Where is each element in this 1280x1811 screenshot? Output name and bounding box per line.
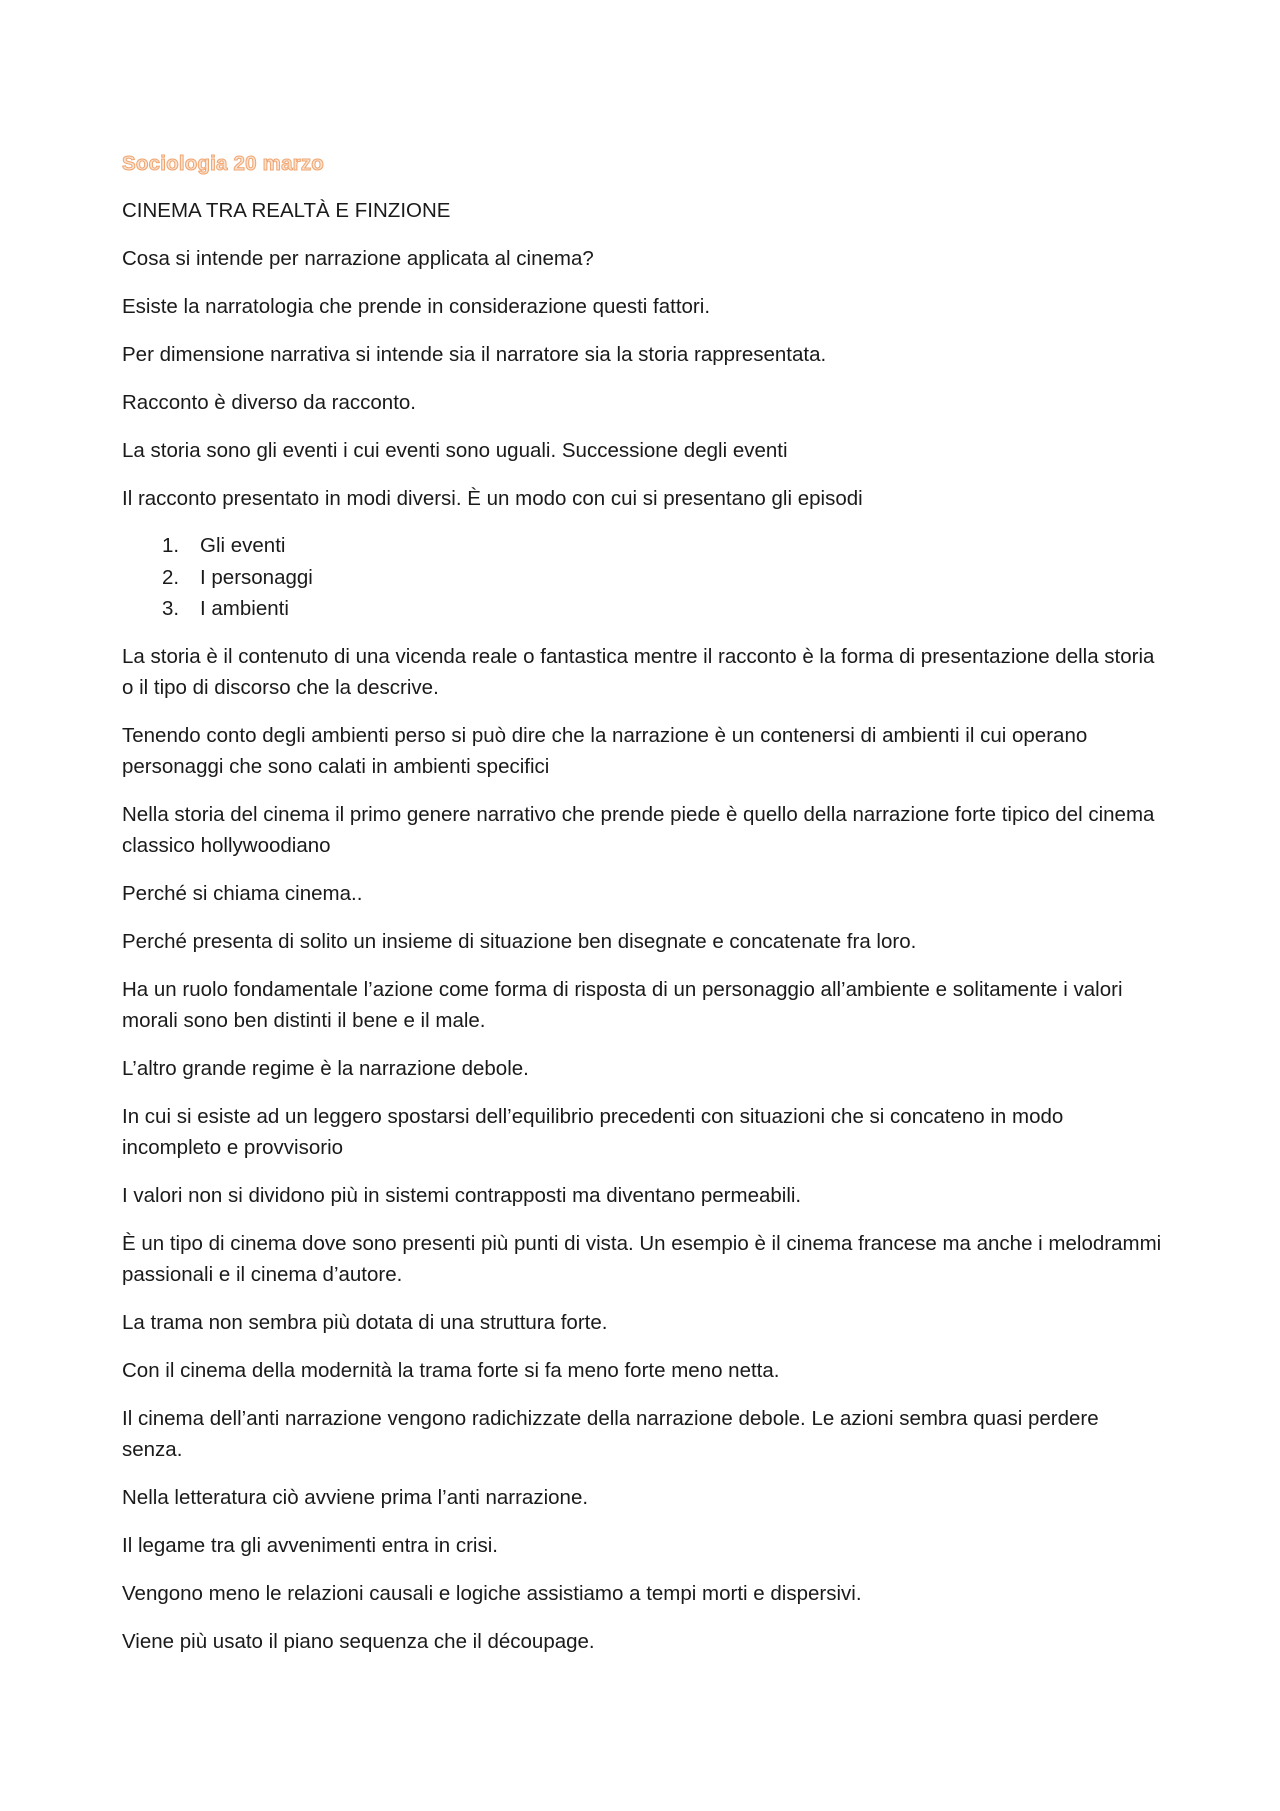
- paragraph: Racconto è diverso da racconto.: [122, 391, 416, 414]
- paragraph: I valori non si dividono più in sistemi contrapposti ma diventano permeabili.: [122, 1183, 802, 1207]
- list-item-number: 2.: [162, 565, 180, 589]
- paragraph: È un tipo di cinema dove sono presenti più punti di vista. Un esempio è il cinema francese ma anche i melodrammi passionali e il cinema d’autore.: [122, 1231, 1162, 1286]
- list-item: [122, 593, 1162, 625]
- paragraph: Esiste la narratologia che prende in considerazione questi fattori.: [122, 295, 711, 318]
- list-item: [122, 562, 1162, 594]
- list-item-text: I personaggi: [200, 565, 313, 589]
- paragraph: Viene più usato il piano sequenza che il découpage.: [122, 1629, 595, 1653]
- section-heading: CINEMA TRA REALTÀ E FINZIONE: [122, 199, 451, 222]
- paragraph: Vengono meno le relazioni causali e logiche assistiamo a tempi morti e dispersivi.: [122, 1581, 862, 1605]
- paragraph: Il cinema dell’anti narrazione vengono radichizzate della narrazione debole. Le azioni sembra quasi perdere senza.: [122, 1406, 1099, 1461]
- numbered-list: [122, 530, 1162, 625]
- paragraph: Perché presenta di solito un insieme di situazione ben disegnate e concatenate fra loro.: [122, 929, 917, 953]
- paragraph: Nella letteratura ciò avviene prima l’anti narrazione.: [122, 1485, 589, 1509]
- paragraph: La trama non sembra più dotata di una struttura forte.: [122, 1310, 608, 1334]
- paragraph: Il legame tra gli avvenimenti entra in crisi.: [122, 1533, 498, 1557]
- paragraph: L’altro grande regime è la narrazione debole.: [122, 1056, 529, 1080]
- paragraph: In cui si esiste ad un leggero spostarsi dell’equilibrio precedenti con situazioni che si concateno in modo incompleto e provvisorio: [122, 1104, 1064, 1159]
- paragraph: Tenendo conto degli ambienti perso si può dire che la narrazione è un contenersi di ambienti il cui operano personaggi che sono calati in ambienti specifici: [122, 723, 1088, 778]
- paragraph: Nella storia del cinema il primo genere narrativo che prende piede è quello della narrazione forte tipico del cinema classico hollywoodiano: [122, 802, 1155, 857]
- document-page: [122, 148, 1162, 1674]
- list-item-text: Gli eventi: [200, 534, 286, 557]
- paragraph: Per dimensione narrativa si intende sia il narratore sia la storia rappresentata.: [122, 343, 827, 366]
- list-item-text: I ambienti: [200, 597, 289, 620]
- paragraph: La storia è il contenuto di una vicenda reale o fantastica mentre il racconto è la forma di presentazione della storia o il tipo di discorso che la descrive.: [122, 644, 1155, 699]
- paragraph: Ha un ruolo fondamentale l’azione come forma di risposta di un personaggio all’ambiente e solitamente i valori morali sono ben distinti il bene e il male.: [122, 977, 1123, 1032]
- paragraph: Cosa si intende per narrazione applicata al cinema?: [122, 247, 594, 270]
- list-item: [122, 530, 1162, 562]
- document-title: Sociologia 20 marzo: [122, 152, 325, 175]
- list-item-number: 1.: [162, 534, 180, 557]
- paragraph: Perché si chiama cinema..: [122, 881, 363, 905]
- paragraph: Con il cinema della modernità la trama forte si fa meno forte meno netta.: [122, 1358, 780, 1382]
- paragraph: Il racconto presentato in modi diversi. È un modo con cui si presentano gli episodi: [122, 487, 863, 510]
- paragraph: La storia sono gli eventi i cui eventi sono uguali. Successione degli eventi: [122, 439, 788, 462]
- list-item-number: 3.: [162, 597, 180, 620]
